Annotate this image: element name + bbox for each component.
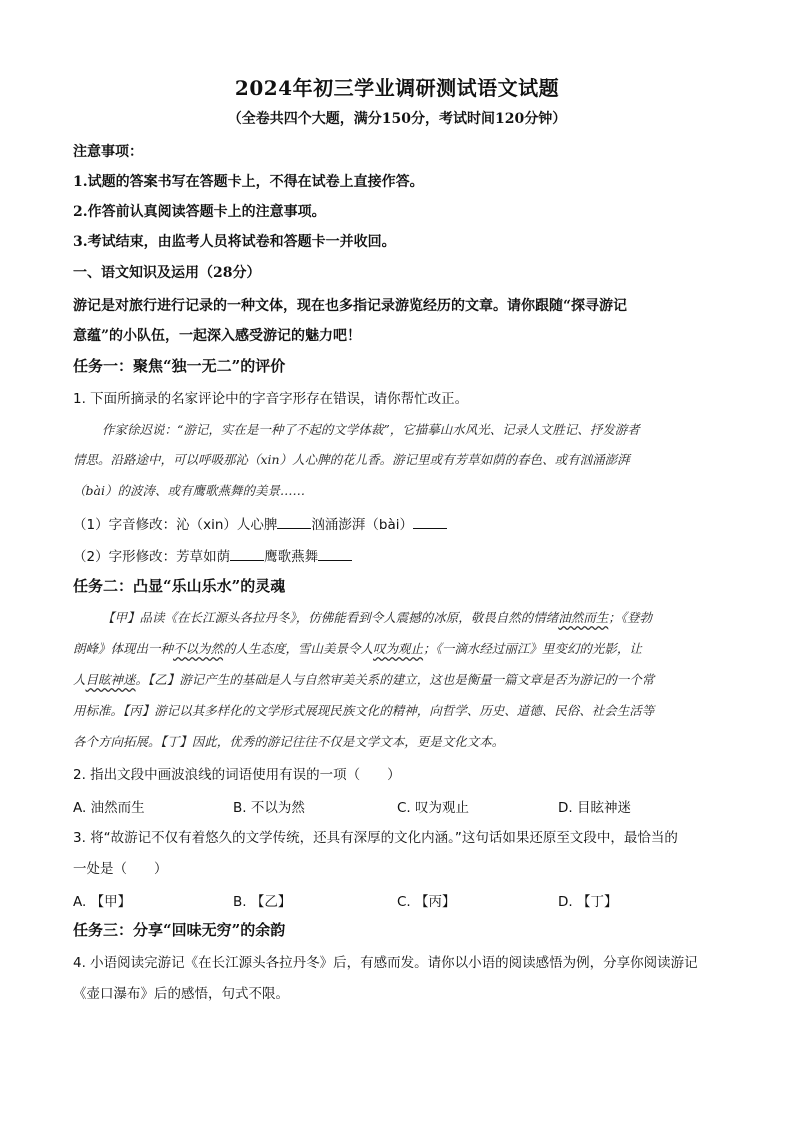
quote-line: （bài）的波涛、或有鹰歌燕舞的美景…… xyxy=(73,483,305,498)
passage-line: 用标准。【丙】游记以其多样化的文学形式展现民族文化的精神，向哲学、历史、道德、民俗、社会生活等 xyxy=(73,703,655,718)
passage-text: 。【乙】游记产生的基础是人与自然审美关系的建立，这也是衡量一篇文章是否为游记的一个常 xyxy=(135,672,655,687)
question-2: 2. 指出文段中画波浪线的词语使用有误的一项（ ） xyxy=(73,767,401,783)
question-3-cont: 一处是（ ） xyxy=(73,861,168,877)
task2-heading: 任务二：凸显“乐山乐水”的灵魂 xyxy=(73,577,286,595)
passage-line xyxy=(73,639,723,659)
passage-line: 各个方向拓展。【丁】因此，优秀的游记往往不仅是文学文本，更是文化文本。 xyxy=(73,734,505,749)
subquestion-mid: 汹涌澎湃（bài） xyxy=(311,517,413,533)
passage-text: ；《登勃 xyxy=(608,610,653,625)
subquestion-2 xyxy=(73,546,723,567)
passage-text: 的人生态度，雪山美景令人 xyxy=(223,641,374,656)
answer-blank[interactable] xyxy=(230,546,264,561)
choice-d[interactable]: D. 【丁】 xyxy=(558,894,618,910)
task3-heading: 任务三：分享“回味无穷”的余韵 xyxy=(73,921,286,939)
quote-line: 作家徐迟说：“游记，实在是一种了不起的文学体裁”，它描摹山水风光、记录人文胜记、抒发游者 xyxy=(102,422,640,437)
answer-blank[interactable] xyxy=(277,514,311,529)
section-heading: 一、语文知识及运用（28分） xyxy=(73,265,261,281)
passage-text: 【甲】品读《在长江源头各拉丹冬》，仿佛能看到令人震撼的冰原，敬畏自然的情绪 xyxy=(102,610,559,625)
subquestion-mid: 鹰歌燕舞 xyxy=(264,549,319,565)
passage-text: 朗峰》体现出一种 xyxy=(73,641,174,656)
notice-heading: 注意事项： xyxy=(73,144,143,160)
choice-d[interactable]: D. 目眩神迷 xyxy=(558,800,631,816)
answer-blank[interactable] xyxy=(413,514,447,529)
task1-heading: 任务一：聚焦“独一无二”的评价 xyxy=(73,357,286,375)
passage-line xyxy=(73,670,723,690)
wavy-word: 油然而生 xyxy=(558,610,609,625)
question-1: 1. 下面所摘录的名家评论中的字音字形存在错误，请你帮忙改正。 xyxy=(73,391,469,407)
page-subtitle: （全卷共四个大题，满分150分，考试时间120分钟） xyxy=(227,111,567,127)
question-4: 4. 小语阅读完游记《在长江源头各拉丹冬》后，有感而发。请你以小语的阅读感悟为例，分享你阅读游记 xyxy=(73,955,698,971)
passage-text: 人 xyxy=(73,672,86,687)
choice-a[interactable]: A. 【甲】 xyxy=(73,894,132,910)
section-intro: 意蕴”的小队伍，一起深入感受游记的魅力吧！ xyxy=(73,328,362,344)
wavy-word: 不以为然 xyxy=(173,641,224,656)
page-title: 2024年初三学业调研测试语文试题 xyxy=(234,76,560,100)
question-4-cont: 《壶口瀑布》后的感悟，句式不限。 xyxy=(73,986,289,1002)
choice-c[interactable]: C. 叹为观止 xyxy=(397,800,470,816)
subquestion-label: （2）字形修改：芳草如荫 xyxy=(73,549,231,565)
choice-a[interactable]: A. 油然而生 xyxy=(73,800,145,816)
wavy-word: 目眩神迷 xyxy=(85,672,136,687)
passage-text: ；《一滴水经过丽江》里变幻的光影，让 xyxy=(423,641,642,656)
subquestion-1 xyxy=(73,514,723,535)
answer-blank[interactable] xyxy=(318,546,352,561)
choice-b[interactable]: B. 不以为然 xyxy=(233,800,305,816)
notice-item: 3.考试结束，由监考人员将试卷和答题卡一并收回。 xyxy=(73,234,396,250)
question-3: 3. 将“故游记不仅有着悠久的文学传统，还具有深厚的文化内涵。”这句话如果还原至文段中，最恰当的 xyxy=(73,830,678,846)
notice-item: 1.试题的答案书写在答题卡上，不得在试卷上直接作答。 xyxy=(73,174,424,190)
wavy-word: 叹为观止 xyxy=(373,641,424,656)
section-intro: 游记是对旅行进行记录的一种文体，现在也多指记录游览经历的文章。请你跟随“探寻游记 xyxy=(73,298,628,314)
choice-c[interactable]: C. 【丙】 xyxy=(397,894,456,910)
choice-b[interactable]: B. 【乙】 xyxy=(233,894,292,910)
subquestion-label: （1）字音修改：沁（xin）人心脾 xyxy=(73,517,278,533)
passage-line xyxy=(102,608,752,628)
notice-item: 2.作答前认真阅读答题卡上的注意事项。 xyxy=(73,204,326,220)
quote-line: 情思。沿路途中，可以呼吸那沁（xin）人心脾的花儿香。游记里或有芳草如荫的春色、或有汹涌澎湃 xyxy=(73,452,630,467)
